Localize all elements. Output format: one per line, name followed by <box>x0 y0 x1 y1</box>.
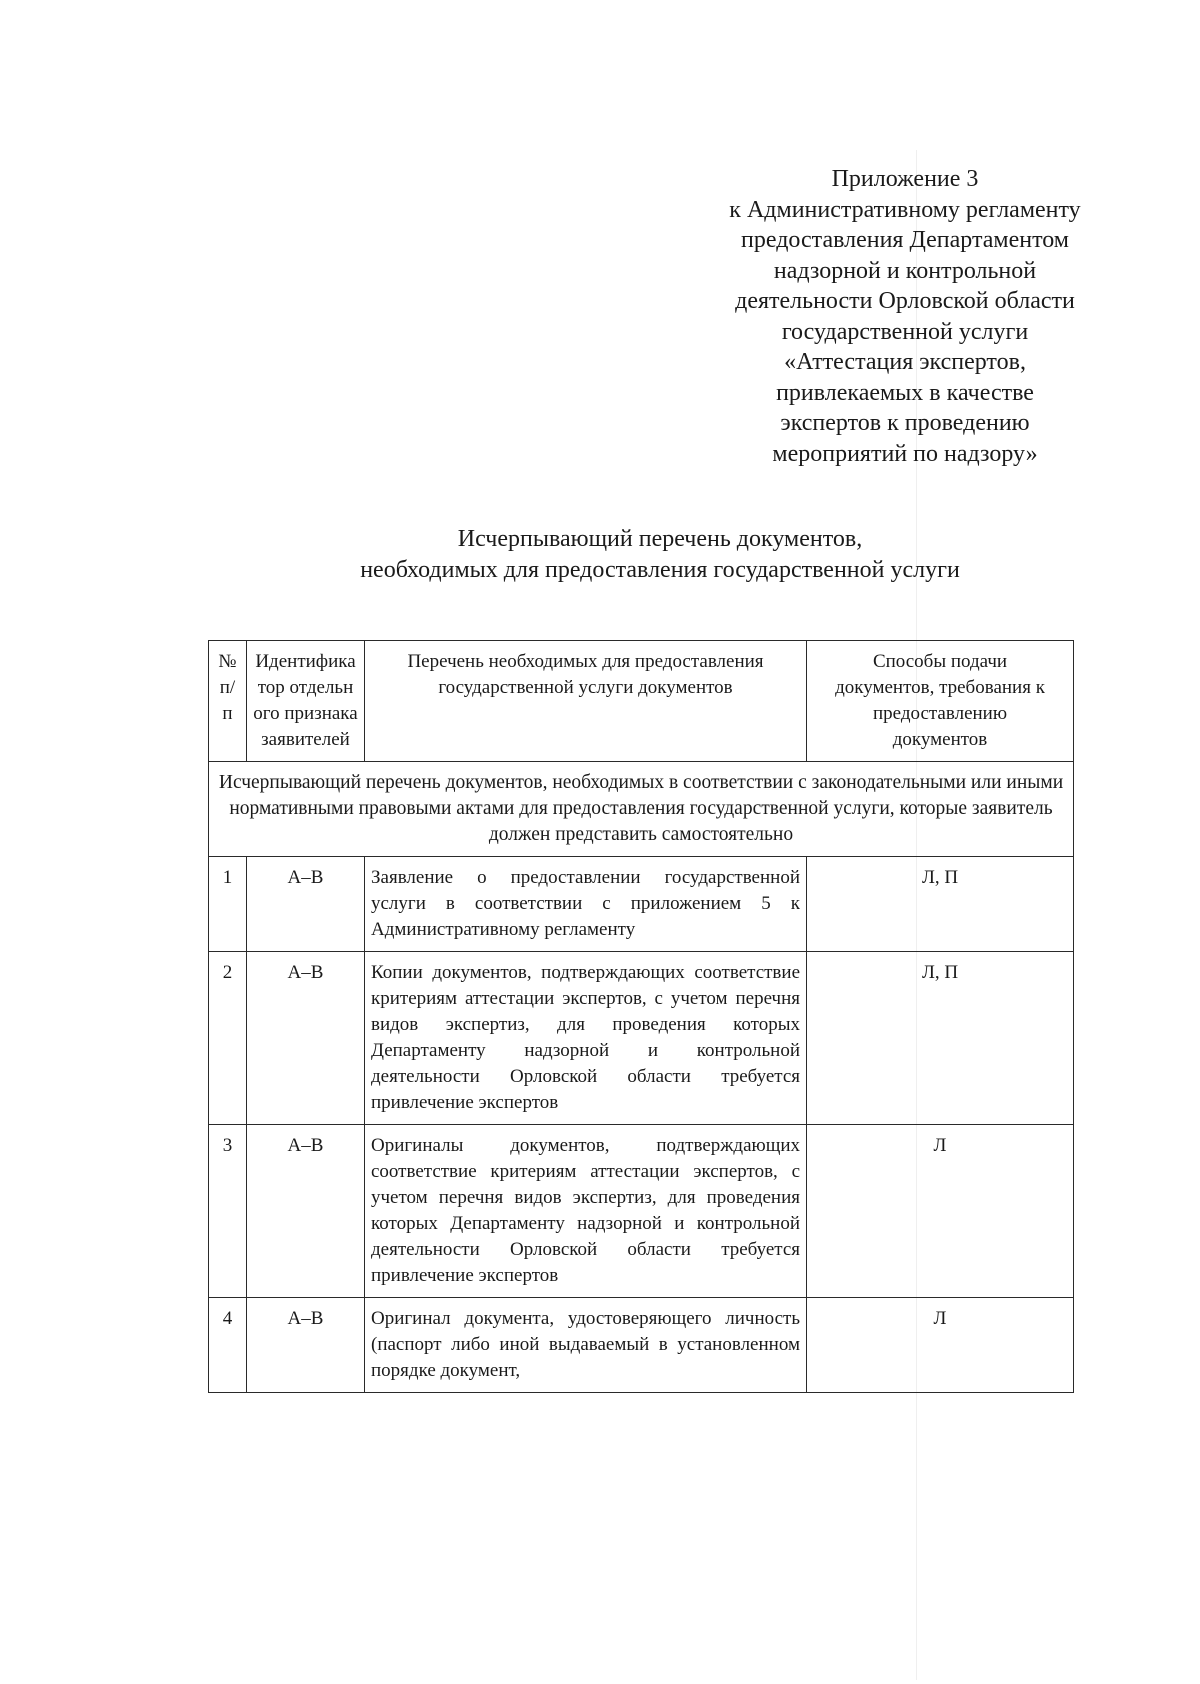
appendix-line: государственной услуги <box>781 318 1029 345</box>
documents-table <box>208 640 1074 1393</box>
row-document: Оригинал документа, удостоверяющего личность (паспорт либо иной выдаваемый в установленном порядке документ, <box>365 1298 807 1393</box>
row-num: 3 <box>209 1125 247 1298</box>
section-row <box>209 762 1074 857</box>
header-identifier: Идентификатор отдельного признака заявителей <box>247 641 365 762</box>
table-row <box>209 1125 1074 1298</box>
row-num: 4 <box>209 1298 247 1393</box>
row-num: 1 <box>209 857 247 952</box>
row-identifier: А–В <box>247 857 365 952</box>
document-heading <box>200 524 1120 586</box>
row-document: Оригиналы документов, подтверждающих соответствие критериям аттестации экспертов, с учетом перечня видов экспертиз, для проведения которых Департаменту надзорной и контрольной деятельности Орловской области требуется привлечение экспертов <box>365 1125 807 1298</box>
table-row <box>209 857 1074 952</box>
table-header-row <box>209 641 1074 762</box>
row-num: 2 <box>209 952 247 1125</box>
row-method: Л, П <box>807 952 1074 1125</box>
table-row <box>209 952 1074 1125</box>
appendix-line: деятельности Орловской области <box>735 288 1075 314</box>
header-num: № п/п <box>209 641 247 762</box>
section-title: Исчерпывающий перечень документов, необходимых в соответствии с законодательными или иными нормативными правовыми актами для предоставления государственной услуги, которые заявитель должен представить самостоятельно <box>209 762 1074 857</box>
row-identifier: А–В <box>247 1125 365 1298</box>
row-document: Копии документов, подтверждающих соответствие критериям аттестации экспертов, с учетом перечня видов экспертиз, для проведения которых Департаменту надзорной и контрольной деятельности Орловской области требуется привлечение экспертов <box>365 952 807 1125</box>
appendix-line: привлекаемых в качестве <box>776 379 1034 406</box>
row-identifier: А–В <box>247 1298 365 1393</box>
header-methods: Способы подачи документов, требования к предоставлению документов <box>807 641 1074 762</box>
row-method: Л, П <box>807 857 1074 952</box>
heading-line-2: необходимых для предоставления государственной услуги <box>360 557 960 583</box>
appendix-line: надзорной и контрольной <box>773 257 1037 284</box>
table-row <box>209 1298 1074 1393</box>
appendix-line: к Административному регламенту <box>729 196 1081 223</box>
appendix-line: мероприятий по надзору» <box>772 440 1038 467</box>
row-method: Л <box>807 1125 1074 1298</box>
heading-line-1: Исчерпывающий перечень документов, <box>457 526 863 552</box>
appendix-line: предоставления Департаментом <box>741 227 1069 253</box>
row-method: Л <box>807 1298 1074 1393</box>
header-documents: Перечень необходимых для предоставления государственной услуги документов <box>365 641 807 762</box>
appendix-line: «Аттестация экспертов, <box>784 349 1026 375</box>
appendix-line: Приложение 3 <box>831 166 979 192</box>
row-document: Заявление о предоставлении государственной услуги в соответствии с приложением 5 к Административному регламенту <box>365 857 807 952</box>
appendix-note <box>700 164 1110 469</box>
appendix-line: экспертов к проведению <box>780 410 1030 436</box>
row-identifier: А–В <box>247 952 365 1125</box>
